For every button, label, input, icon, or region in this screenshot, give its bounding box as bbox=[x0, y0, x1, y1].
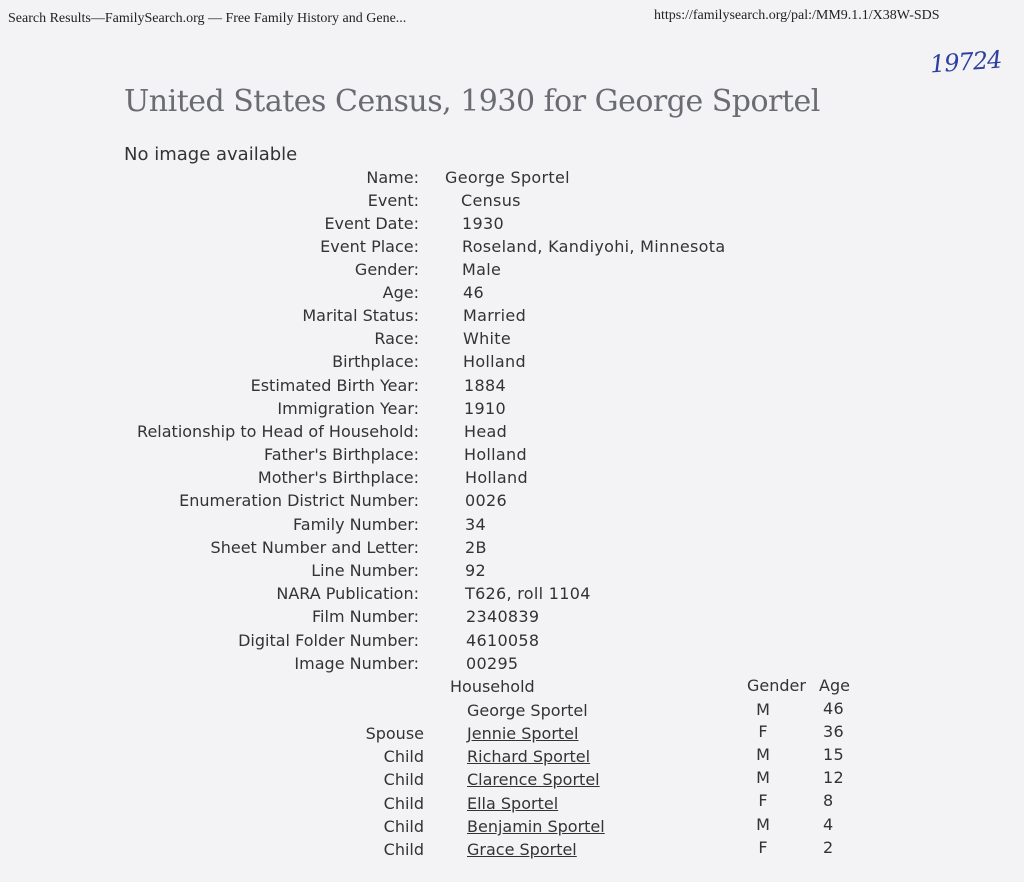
field-label: Family Number: bbox=[293, 515, 419, 534]
member-gender: F bbox=[758, 838, 768, 857]
field-label: NARA Publication: bbox=[276, 584, 419, 603]
field-label: Immigration Year: bbox=[277, 399, 419, 418]
member-relationship: Child bbox=[383, 817, 424, 836]
field-value: 00295 bbox=[466, 654, 519, 673]
field-label: Film Number: bbox=[312, 607, 419, 626]
field-value: 46 bbox=[463, 283, 484, 302]
member-name-link[interactable]: Benjamin Sportel bbox=[467, 817, 605, 836]
field-label: Mother's Birthplace: bbox=[257, 468, 419, 487]
field-value: 34 bbox=[465, 515, 486, 534]
gender-header: Gender bbox=[747, 676, 806, 695]
field-label: Event Place: bbox=[320, 237, 419, 256]
field-value: 92 bbox=[465, 561, 486, 580]
member-relationship: Child bbox=[383, 794, 424, 813]
field-label: Event Date: bbox=[324, 214, 419, 233]
field-value: George Sportel bbox=[445, 168, 570, 187]
member-gender: M bbox=[756, 700, 770, 719]
member-relationship: Child bbox=[383, 747, 424, 766]
field-value: Holland bbox=[465, 468, 528, 487]
member-name: George Sportel bbox=[467, 701, 588, 720]
member-age: 2 bbox=[823, 838, 834, 857]
page-tab-title: Search Results—FamilySearch.org — Free Family History and Gene... bbox=[8, 11, 407, 26]
age-header: Age bbox=[819, 676, 850, 695]
member-age: 12 bbox=[823, 768, 844, 787]
member-age: 46 bbox=[823, 699, 844, 718]
page-title: United States Census, 1930 for George Sportel bbox=[124, 84, 820, 119]
member-name-link[interactable]: Ella Sportel bbox=[467, 794, 559, 813]
field-value: Head bbox=[464, 422, 508, 441]
member-name-link[interactable]: Jennie Sportel bbox=[467, 724, 579, 743]
field-label: Age: bbox=[382, 283, 419, 302]
member-age: 15 bbox=[823, 745, 844, 764]
field-value: Census bbox=[461, 191, 521, 210]
member-age: 8 bbox=[823, 791, 834, 810]
field-label: Name: bbox=[366, 168, 419, 187]
field-value: 4610058 bbox=[466, 631, 540, 650]
field-label: Marital Status: bbox=[302, 306, 419, 325]
page-url: https://familysearch.org/pal:/MM9.1.1/X38W-SDS bbox=[654, 8, 940, 23]
field-label: Relationship to Head of Household: bbox=[137, 422, 419, 441]
no-image-notice: No image available bbox=[124, 144, 298, 165]
member-name-link[interactable]: Richard Sportel bbox=[467, 747, 591, 766]
field-value: White bbox=[463, 329, 512, 348]
member-name-link[interactable]: Grace Sportel bbox=[467, 840, 577, 859]
field-label: Event: bbox=[367, 191, 419, 210]
field-label: Estimated Birth Year: bbox=[250, 376, 419, 395]
field-label: Image Number: bbox=[294, 654, 419, 673]
field-value: 0026 bbox=[465, 491, 507, 510]
field-label: Father's Birthplace: bbox=[263, 445, 419, 464]
member-gender: F bbox=[758, 722, 768, 741]
field-value: 1930 bbox=[462, 214, 504, 233]
field-label: Digital Folder Number: bbox=[238, 631, 419, 650]
member-relationship: Child bbox=[383, 770, 424, 789]
field-label: Enumeration District Number: bbox=[179, 491, 419, 510]
field-value: Holland bbox=[463, 352, 526, 371]
field-label: Birthplace: bbox=[332, 352, 419, 371]
field-label: Gender: bbox=[354, 260, 419, 279]
member-gender: F bbox=[758, 791, 768, 810]
member-relationship: Child bbox=[383, 840, 424, 859]
field-label: Sheet Number and Letter: bbox=[210, 538, 419, 557]
field-value: Roseland, Kandiyohi, Minnesota bbox=[462, 237, 726, 256]
field-value: Male bbox=[462, 260, 502, 279]
member-gender: M bbox=[756, 768, 770, 787]
handwritten-note: 19724 bbox=[929, 45, 1003, 79]
field-value: Holland bbox=[464, 445, 527, 464]
member-name-link[interactable]: Clarence Sportel bbox=[467, 770, 600, 789]
field-value: 2B bbox=[465, 538, 487, 557]
field-value: 1884 bbox=[464, 376, 506, 395]
field-value: 2340839 bbox=[466, 607, 540, 626]
member-gender: M bbox=[756, 815, 770, 834]
field-value: T626, roll 1104 bbox=[465, 584, 591, 603]
field-label: Race: bbox=[374, 329, 419, 348]
member-age: 4 bbox=[823, 815, 834, 834]
field-label: Line Number: bbox=[311, 561, 419, 580]
member-age: 36 bbox=[823, 722, 844, 741]
field-value: 1910 bbox=[464, 399, 506, 418]
member-relationship: Spouse bbox=[365, 724, 424, 743]
household-header: Household bbox=[450, 677, 535, 696]
field-value: Married bbox=[463, 306, 527, 325]
member-gender: M bbox=[756, 745, 770, 764]
